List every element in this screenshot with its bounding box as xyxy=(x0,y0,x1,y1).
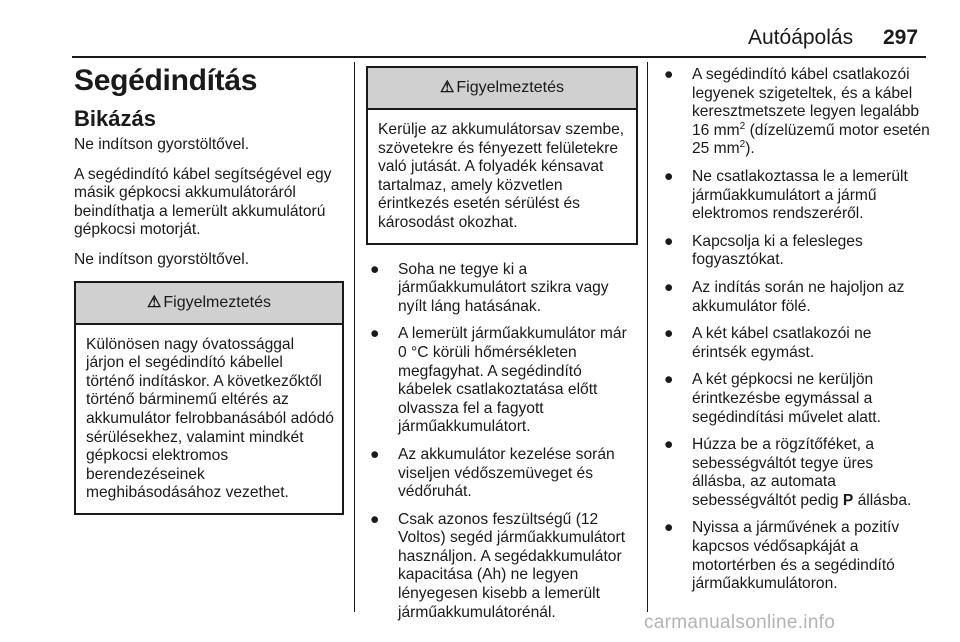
header-rule xyxy=(72,56,926,58)
section-heading: Bikázás xyxy=(74,106,156,131)
warning-box xyxy=(366,66,638,245)
list-item: ● A segédindító kábel csatlakozói legyenek szigeteltek, és a kábel keresztmetszete legyen legalább 16 $mm^2$ (dízelüzemű motor esetén 25 $mm^2$). xyxy=(664,66,930,158)
warning-text: Különösen nagy óvatossággal járjon el segédindító kábellel történő indításkor. A következőktől történő bárminemű eltérés az akkumulátor felrobbanásából adódó sérülésekhez, valamint mindkét gépkocsi elektromos berendezéseinek meghibásodásához vezethet. xyxy=(86,335,334,502)
warning-title: Figyelmeztetés xyxy=(163,293,271,311)
list-item: ● Az akkumulátor kezelése során viseljen védőszemüveget és védőruhát. xyxy=(370,445,615,501)
warning-triangle-icon: ⚠ xyxy=(440,79,455,96)
list-item: ● Húzza be a rögzítőféket, a sebességváltót tegye üres állásba, az automata sebességváltót pedig P állásba. xyxy=(664,436,912,509)
bullet-icon: ● xyxy=(370,445,380,463)
page-number: 297 xyxy=(883,26,919,49)
page-title: Segédindítás xyxy=(74,64,258,97)
warning-box xyxy=(74,281,344,515)
bullet-icon: ● xyxy=(664,232,674,250)
warning-header xyxy=(368,68,636,110)
bullet-icon: ● xyxy=(664,325,674,343)
list-item: ● Csak azonos feszültségű (12 Voltos) segéd járműakkumulátort használjon. A segédakkumulátor kapacitása (Ah) ne legyen lényegesen kisebb a lemerült járműakkumulátorénál. xyxy=(370,510,626,621)
bullet-icon: ● xyxy=(664,66,674,83)
list-item: ● A lemerült járműakkumulátor már 0 °C körüli hőmérsékleten megfagyhat. A segédindító kábelek csatlakoztatása előtt olvassza fel a fagyott járműakkumulátort. xyxy=(370,325,627,436)
bullet-list xyxy=(660,66,930,594)
bullet-icon: ● xyxy=(370,510,380,528)
column-1 xyxy=(74,60,344,529)
bullet-icon: ● xyxy=(664,371,674,389)
bullet-icon: ● xyxy=(664,278,674,296)
list-item: ● Nyissa a járművének a pozitív kapcsos védősapkáját a motortérben és a segédindító járműakkumulátoron. xyxy=(664,519,900,593)
bullet-icon: ● xyxy=(664,167,674,185)
gear-position-p: P xyxy=(842,491,854,509)
list-item: ● A két gépkocsi ne kerüljön érintkezésbe egymással a segédindítási művelet alatt. xyxy=(664,371,881,426)
warning-text: Kerülje az akkumulátorsav szembe, szövetekre és fényezett felületekre való jutását. A folyadék kénsavat tartalmaz, amely közvetlen érintkezés esetén sérülést és károsodást okozhat. xyxy=(378,121,625,231)
bullet-icon: ● xyxy=(664,519,674,537)
paragraph: Ne indítson gyorstöltővel. xyxy=(74,250,250,268)
list-item: ● Soha ne tegye ki a járműakkumulátort szikra vagy nyílt láng hatásának. xyxy=(370,260,609,315)
bullet-icon: ● xyxy=(664,436,674,454)
list-item: ● Kapcsolja ki a felesleges fogyasztókat. xyxy=(664,232,863,269)
column-divider xyxy=(647,62,648,612)
bullet-icon: ● xyxy=(370,260,380,278)
header-section-title: Autóápolás xyxy=(748,26,854,49)
list-item: ● Ne csatlakoztassa le a lemerült járműakkumulátort a jármű elektromos rendszeréről. xyxy=(664,167,908,223)
column-2 xyxy=(366,60,638,631)
column-divider xyxy=(354,62,355,612)
warning-triangle-icon: ⚠ xyxy=(147,293,162,311)
watermark: carmanualsonline.info xyxy=(644,612,836,633)
paragraph: Ne indítson gyorstöltővel. xyxy=(74,136,250,153)
column-3 xyxy=(660,60,930,603)
warning-title: Figyelmeztetés xyxy=(456,79,564,96)
bullet-list xyxy=(366,261,638,623)
warning-header xyxy=(76,283,342,325)
paragraph: A segédindító kábel segítségével egy másik gépkocsi akkumulátoráról beindíthatja a lemerült akkumulátorú gépkocsi motorját. xyxy=(74,165,332,239)
list-item: ● Az indítás során ne hajoljon az akkumulátor fölé. xyxy=(664,278,905,315)
bullet-icon: ● xyxy=(370,325,380,343)
list-item: ● A két kábel csatlakozói ne érintsék egymást. xyxy=(664,325,872,361)
